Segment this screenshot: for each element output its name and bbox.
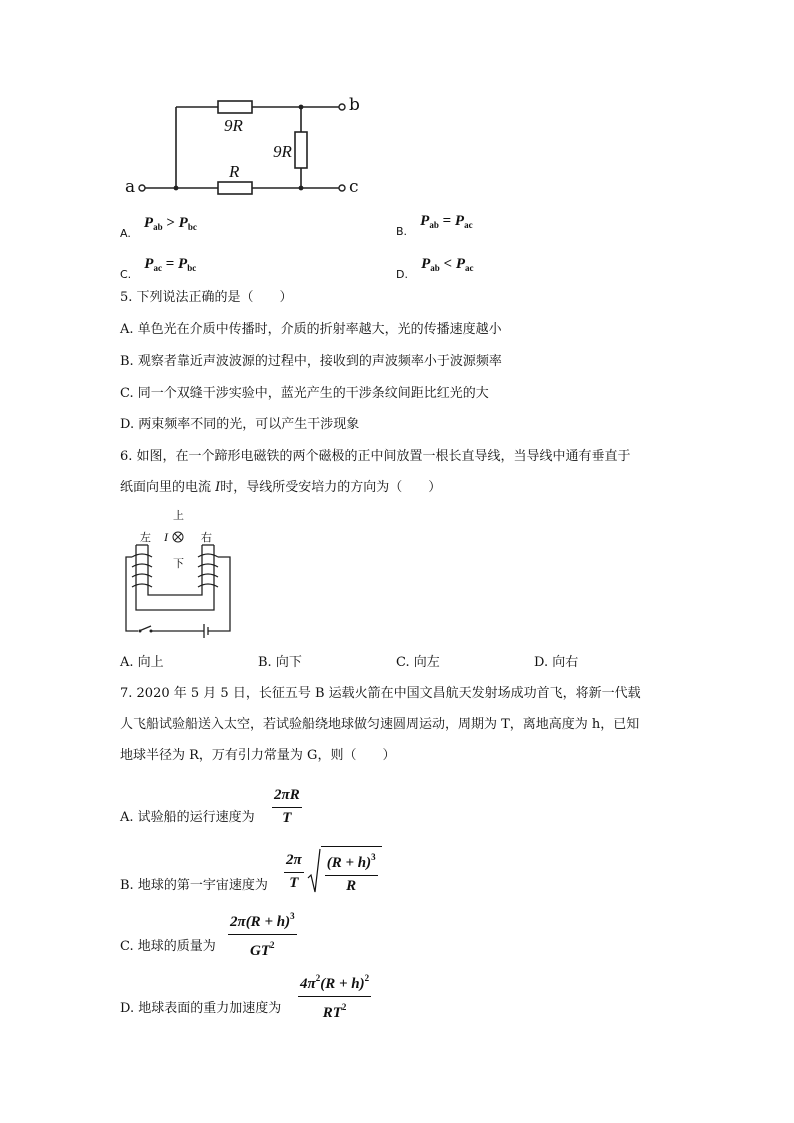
label-right: 右 <box>201 531 212 544</box>
sqrt-sign <box>307 848 321 894</box>
electromagnet-diagram <box>118 505 238 640</box>
q7-stem-line2: 人飞船试验船送入太空，若试验船绕地球做匀速圆周运动，周期为 T，离地高度为 h，已知 <box>120 717 640 732</box>
q4b-formula: $P_{ab} = P_{ac}$ <box>420 213 473 230</box>
q7-option-c[interactable]: C. 地球的质量为 <box>120 939 216 954</box>
q6-option-b[interactable]: B. 向下 <box>258 655 302 670</box>
q7-stem-line3: 地球半径为 R，万有引力常量为 G，则（ ） <box>120 748 396 763</box>
terminal-a <box>139 185 145 191</box>
terminal-c <box>339 185 345 191</box>
q5-option-d[interactable]: D. 两束频率不同的光，可以产生干涉现象 <box>120 417 360 432</box>
q7d-formula: $\frac{4\pi^2(R + h)^2}{RT^2}$ <box>298 968 371 1022</box>
q5-option-b[interactable]: B. 观察者靠近声波波源的过程中，接收到的声波频率小于波源频率 <box>120 354 502 369</box>
label-r-right: 9R <box>273 142 292 161</box>
label-r-bottom: R <box>229 162 240 181</box>
label-up: 上 <box>173 509 184 522</box>
label-left: 左 <box>140 531 151 544</box>
q4-option-d[interactable]: $_{D.}$ $P_{ab} < P_{ac}$ <box>396 256 474 281</box>
q6-stem-line1: 6. 如图，在一个蹄形电磁铁的两个磁极的正中间放置一根长直导线，当导线中通有垂直于 <box>120 449 631 464</box>
resistor-bottom <box>218 182 252 194</box>
label-a: a <box>125 177 136 197</box>
q4-option-b[interactable]: $_{B.}$ $P_{ab} = P_{ac}$ <box>396 213 473 238</box>
label-current: I <box>164 530 168 544</box>
q7b-formula: $\frac{2\pi}{T}$ $\frac{(R + h)^3}{R}$ <box>284 846 382 895</box>
label-c: c <box>349 177 359 197</box>
label-down: 下 <box>173 557 184 570</box>
q7c-formula: $\frac{2\pi(R + h)^3}{GT^2}$ <box>228 906 297 960</box>
q4c-formula: $P_{ac} = P_{bc}$ <box>144 256 197 273</box>
q5-option-a[interactable]: A. 单色光在介质中传播时，介质的折射率越大，光的传播速度越小 <box>120 322 502 337</box>
electromagnet-svg <box>118 505 238 640</box>
circuit-svg <box>120 92 370 204</box>
q7-option-d[interactable]: D. 地球表面的重力加速度为 <box>120 1001 282 1016</box>
resistor-right <box>295 132 307 168</box>
q6-option-a[interactable]: A. 向上 <box>120 655 164 670</box>
q7-option-b[interactable]: B. 地球的第一宇宙速度为 <box>120 878 268 893</box>
resistor-top <box>218 101 252 113</box>
label-b: b <box>349 95 360 115</box>
q4-option-a[interactable]: $_{A.}$ $P_{ab} > P_{bc}$ <box>120 215 197 240</box>
q6-option-c[interactable]: C. 向左 <box>396 655 440 670</box>
q6-stem-line2: 纸面向里的电流 I时，导线所受安培力的方向为（ ） <box>120 480 442 495</box>
q5-stem: 5. 下列说法正确的是（ ） <box>120 290 293 305</box>
q7a-formula: $\frac{2\pi R}{T}$ <box>274 787 300 826</box>
q7-option-a[interactable]: A. 试验船的运行速度为 <box>120 810 255 825</box>
q4d-formula: $P_{ab} < P_{ac}$ <box>421 256 474 273</box>
terminal-b <box>339 104 345 110</box>
q7-stem-line1: 7. 2020 年 5 月 5 日，长征五号 B 运载火箭在中国文昌航天发射场成功首飞，将新一代载 <box>120 686 641 701</box>
q4a-formula: $P_{ab} > P_{bc}$ <box>143 215 197 232</box>
q4-option-c[interactable]: $_{C.}$ $P_{ac} = P_{bc}$ <box>120 256 197 281</box>
circuit-diagram <box>120 92 370 204</box>
q5-option-c[interactable]: C. 同一个双缝干涉实验中，蓝光产生的干涉条纹间距比红光的大 <box>120 386 489 401</box>
label-r-top: 9R <box>224 116 243 135</box>
q6-option-d[interactable]: D. 向右 <box>534 655 579 670</box>
